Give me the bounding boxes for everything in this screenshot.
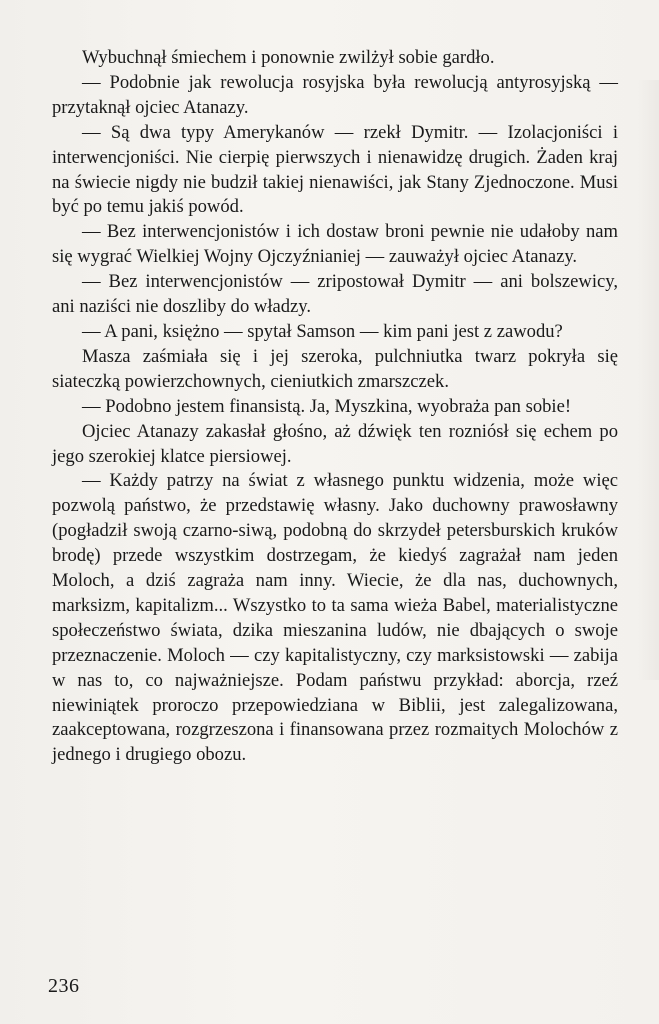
paragraph: — Każdy patrzy na świat z własnego punktu widzenia, może więc pozwolą państwo, że przedstawię własny. Jako duchowny prawosławny (pogładził swoją czarno-siwą, podobną do skrzydeł petersburskich kruków brodę) przede wszystkim dostrzegam, że kiedyś zagrażał nam jeden Moloch, a dziś zagraża nam inny. Wiecie, że dla nas, duchownych, marksizm, kapitalizm... Wszystko to ta sama wieża Babel, materialistyczne społeczeństwo świata, dzika mieszanina ludów, nie dbających o swoje przeznaczenie. Moloch — czy kapitalistyczny, czy marksistowski — zabija w nas to, co najważniejsze. Podam państwu przykład: aborcja, rzeź niewiniątek proroczo przepowiedziana w Biblii, jest zalegalizowana, zaakceptowana, rozgrzeszona i finansowana przez rozmaitych Molochów z jednego i drugiego obozu. <box>52 470 618 766</box>
paragraph: — Są dwa typy Amerykanów — rzekł Dymitr. — Izolacjoniści i interwencjoniści. Nie cierpię pierwszych i nienawidzę drugich. Żaden kraj na świecie nigdy nie budził takiej nienawiści, jak Stany Zjednoczone. Musi być po temu jakiś powód. <box>52 121 618 218</box>
body-text <box>52 46 618 768</box>
paragraph: — Bez interwencjonistów i ich dostaw broni pewnie nie udałoby nam się wygrać Wielkiej Wojny Ojczyźnianiej — zauważył ojciec Atanazy. <box>52 221 618 268</box>
page-edge-shadow <box>637 80 659 680</box>
paragraph: — A pani, księżno — spytał Samson — kim pani jest z zawodu? <box>82 320 563 342</box>
paragraph: — Bez interwencjonistów — zripostował Dymitr — ani bolszewicy, ani naziści nie doszliby do władzy. <box>52 271 618 318</box>
paragraph: Masza zaśmiała się i jej szeroka, pulchniutka twarz pokryła się siateczką powierzchownych, cieniutkich zmarszczek. <box>52 345 618 392</box>
paragraph: Ojciec Atanazy zakasłał głośno, aż dźwięk ten rozniósł się echem po jego szerokiej klatce piersiowej. <box>52 420 618 467</box>
page-number: 236 <box>48 975 80 997</box>
paragraph: Wybuchnął śmiechem i ponownie zwilżył sobie gardło. <box>82 47 495 68</box>
paragraph: — Podobnie jak rewolucja rosyjska była rewolucją antyrosyjską — przytaknął ojciec Atanazy. <box>52 71 618 118</box>
paragraph: — Podobno jestem finansistą. Ja, Myszkina, wyobraża pan sobie! <box>82 395 572 417</box>
